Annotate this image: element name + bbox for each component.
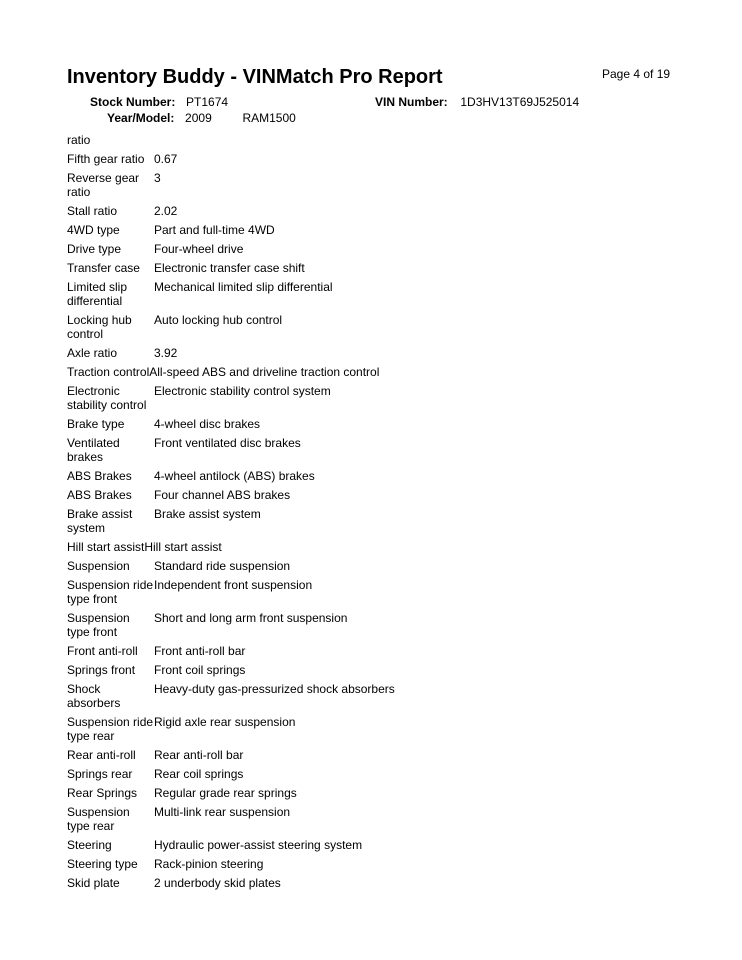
spec-label: Electronic stability control <box>67 384 147 412</box>
spec-value: 4-wheel antilock (ABS) brakes <box>154 469 315 483</box>
spec-label: ABS Brakes <box>67 488 132 502</box>
spec-row <box>67 767 487 781</box>
spec-table <box>67 133 487 895</box>
spec-row <box>67 417 487 431</box>
year-model <box>107 111 296 125</box>
spec-label: Transfer case <box>67 261 140 275</box>
spec-value: 2.02 <box>154 204 178 218</box>
spec-row <box>67 280 487 308</box>
spec-row <box>67 876 487 890</box>
spec-row <box>67 578 487 606</box>
spec-value: Four-wheel drive <box>154 242 244 256</box>
spec-row <box>67 152 487 166</box>
spec-row <box>67 540 487 554</box>
spec-value: Rigid axle rear suspension <box>154 715 296 729</box>
spec-label: Axle ratio <box>67 346 118 360</box>
spec-value: Auto locking hub control <box>154 313 283 327</box>
spec-value: 0.67 <box>154 152 178 166</box>
spec-value: All-speed ABS and driveline traction control <box>149 365 380 379</box>
spec-label: Stall ratio <box>67 204 118 218</box>
vin-number-value: 1D3HV13T69J525014 <box>460 95 580 109</box>
spec-label: Suspension ride type front <box>67 578 154 606</box>
spec-value: Heavy-duty gas-pressurized shock absorbers <box>154 682 395 696</box>
spec-row <box>67 559 487 573</box>
report-title: Inventory Buddy - VINMatch Pro Report <box>67 66 443 88</box>
spec-value: Mechanical limited slip differential <box>154 280 333 294</box>
spec-value: Short and long arm front suspension <box>154 611 348 625</box>
spec-row <box>67 507 487 535</box>
spec-row <box>67 436 487 464</box>
spec-row <box>67 805 487 833</box>
spec-row <box>67 488 487 502</box>
spec-value: 2 underbody skid plates <box>154 876 281 890</box>
spec-row <box>67 611 487 639</box>
spec-row <box>67 133 487 147</box>
spec-label: Shock absorbers <box>67 682 121 710</box>
spec-value: Independent front suspension <box>154 578 313 592</box>
spec-row <box>67 682 487 710</box>
spec-value: Front coil springs <box>154 663 246 677</box>
spec-value: Rear anti-roll bar <box>154 748 244 762</box>
spec-row <box>67 663 487 677</box>
spec-label: ABS Brakes <box>67 469 132 483</box>
spec-row <box>67 838 487 852</box>
spec-value: Electronic stability control system <box>154 384 331 398</box>
spec-value: 4-wheel disc brakes <box>154 417 261 431</box>
spec-row <box>67 346 487 360</box>
stock-number <box>90 95 228 109</box>
spec-value: Rear coil springs <box>154 767 244 781</box>
spec-label: Brake assist system <box>67 507 133 535</box>
stock-number-label: Stock Number: <box>90 95 176 109</box>
spec-label: Locking hub control <box>67 313 132 341</box>
spec-row <box>67 313 487 341</box>
spec-row <box>67 469 487 483</box>
spec-label: Steering <box>67 838 112 852</box>
spec-value: Electronic transfer case shift <box>154 261 305 275</box>
spec-value: Front anti-roll bar <box>154 644 246 658</box>
year-model-label: Year/Model: <box>107 111 175 125</box>
spec-value: Front ventilated disc brakes <box>154 436 301 450</box>
spec-value: 3 <box>154 171 161 185</box>
spec-value: Rack-pinion steering <box>154 857 264 871</box>
spec-label: Hill start assist <box>67 540 145 554</box>
spec-row <box>67 223 487 237</box>
spec-row <box>67 786 487 800</box>
spec-label: Front anti-roll <box>67 644 138 658</box>
spec-label: Rear Springs <box>67 786 138 800</box>
spec-row <box>67 715 487 743</box>
spec-label: Steering type <box>67 857 138 871</box>
spec-label: Rear anti-roll <box>67 748 136 762</box>
spec-value: Hill start assist <box>144 540 222 554</box>
spec-row <box>67 171 487 199</box>
spec-value: Multi-link rear suspension <box>154 805 291 819</box>
spec-label: Suspension <box>67 559 130 573</box>
spec-value: Brake assist system <box>154 507 261 521</box>
spec-label: Brake type <box>67 417 125 431</box>
spec-value: Regular grade rear springs <box>154 786 297 800</box>
spec-label: 4WD type <box>67 223 120 237</box>
year-value: 2009 <box>185 111 212 125</box>
spec-value: Part and full-time 4WD <box>154 223 275 237</box>
spec-row <box>67 644 487 658</box>
spec-label: Suspension type front <box>67 611 130 639</box>
vin-number <box>375 95 579 109</box>
spec-row <box>67 384 487 412</box>
spec-label: Fifth gear ratio <box>67 152 145 166</box>
spec-row <box>67 261 487 275</box>
spec-label: Reverse gear ratio <box>67 171 140 199</box>
spec-row <box>67 857 487 871</box>
spec-row <box>67 748 487 762</box>
spec-value: Hydraulic power-assist steering system <box>154 838 363 852</box>
spec-value: Four channel ABS brakes <box>154 488 291 502</box>
stock-number-value: PT1674 <box>186 95 229 109</box>
spec-value: Standard ride suspension <box>154 559 291 573</box>
model-value: RAM1500 <box>242 111 296 125</box>
spec-value: 3.92 <box>154 346 178 360</box>
spec-label: Traction control <box>67 365 150 379</box>
page-number: Page 4 of 19 <box>602 67 671 81</box>
spec-label: Limited slip differential <box>67 280 128 308</box>
spec-label: Suspension ride type rear <box>67 715 154 743</box>
spec-label: Drive type <box>67 242 122 256</box>
spec-label: ratio <box>67 133 91 147</box>
spec-label: Ventilated brakes <box>67 436 120 464</box>
vin-number-label: VIN Number: <box>375 95 448 109</box>
spec-row <box>67 204 487 218</box>
spec-label: Suspension type rear <box>67 805 130 833</box>
spec-label: Skid plate <box>67 876 120 890</box>
spec-row <box>67 365 487 379</box>
spec-label: Springs rear <box>67 767 133 781</box>
spec-row <box>67 242 487 256</box>
spec-label: Springs front <box>67 663 136 677</box>
